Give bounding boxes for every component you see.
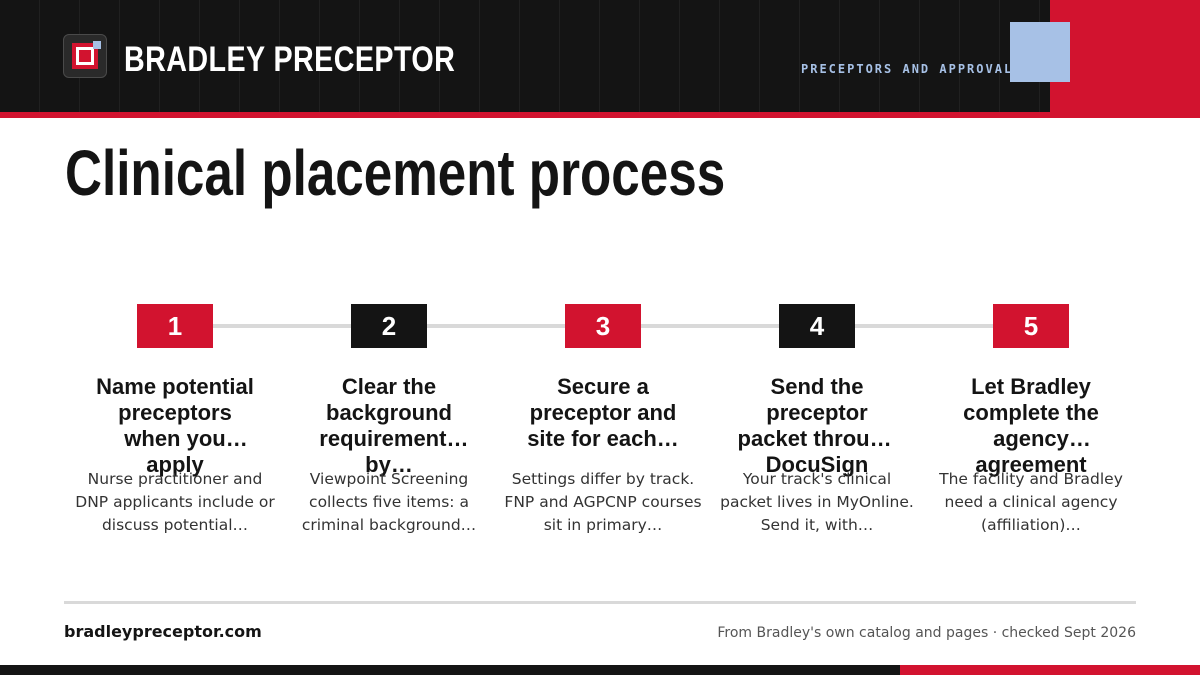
bottom-red-bar: [900, 665, 1200, 675]
bottom-dark-bar: [0, 665, 900, 675]
step-1-title: Name potential preceptors when you apply: [96, 374, 254, 477]
page-title: Clinical placement process: [65, 137, 726, 209]
step-4: [712, 374, 922, 537]
step-connector: [641, 324, 779, 328]
footer-url: bradleypreceptor.com: [64, 622, 262, 641]
step-4-number-badge: 4: [779, 304, 855, 348]
footer-source-note: From Bradley's own catalog and pages · checked Sept 2026: [717, 625, 1136, 641]
header-red-accent: [1050, 0, 1200, 112]
step-4-title: Send the preceptor packet through DocuSign: [737, 374, 897, 477]
step-1: [70, 374, 280, 537]
step-3-title: Secure a preceptor and site for each…: [527, 374, 679, 451]
step-3-number-badge: 3: [565, 304, 641, 348]
step-4-description: Your track's clinical packet lives in MyOnline. Send it, with…: [720, 470, 914, 534]
step-connector: [855, 324, 993, 328]
step-5-number-badge: 5: [993, 304, 1069, 348]
step-3: [498, 374, 708, 537]
footer-divider: [64, 601, 1136, 604]
step-connector: [427, 324, 565, 328]
step-5-description: The facility and Bradley need a clinical agency (affiliation)…: [939, 470, 1123, 534]
step-5: [926, 374, 1136, 537]
step-1-number-badge: 1: [137, 304, 213, 348]
section-label: PRECEPTORS AND APPROVAL: [801, 62, 1014, 76]
step-1-description: Nurse practitioner and DNP applicants include or discuss potential…: [75, 470, 275, 534]
step-2-number-badge: 2: [351, 304, 427, 348]
bracket-square-logo-icon: [63, 34, 107, 78]
step-2-description: Viewpoint Screening collects five items: a criminal background…: [301, 470, 477, 534]
step-2-title: Clear the background requirements by…: [319, 374, 459, 477]
step-connector: [213, 324, 351, 328]
brand-name: BRADLEY PRECEPTOR: [124, 40, 456, 79]
header-blue-accent: [1010, 22, 1070, 82]
header-bar: [0, 0, 1200, 112]
step-5-title: Let Bradley complete the agency agreement: [963, 374, 1099, 477]
step-3-description: Settings differ by track. FNP and AGPCNP courses sit in primary…: [504, 470, 702, 534]
header-red-stripe: [0, 112, 1200, 118]
step-2: [284, 374, 494, 537]
